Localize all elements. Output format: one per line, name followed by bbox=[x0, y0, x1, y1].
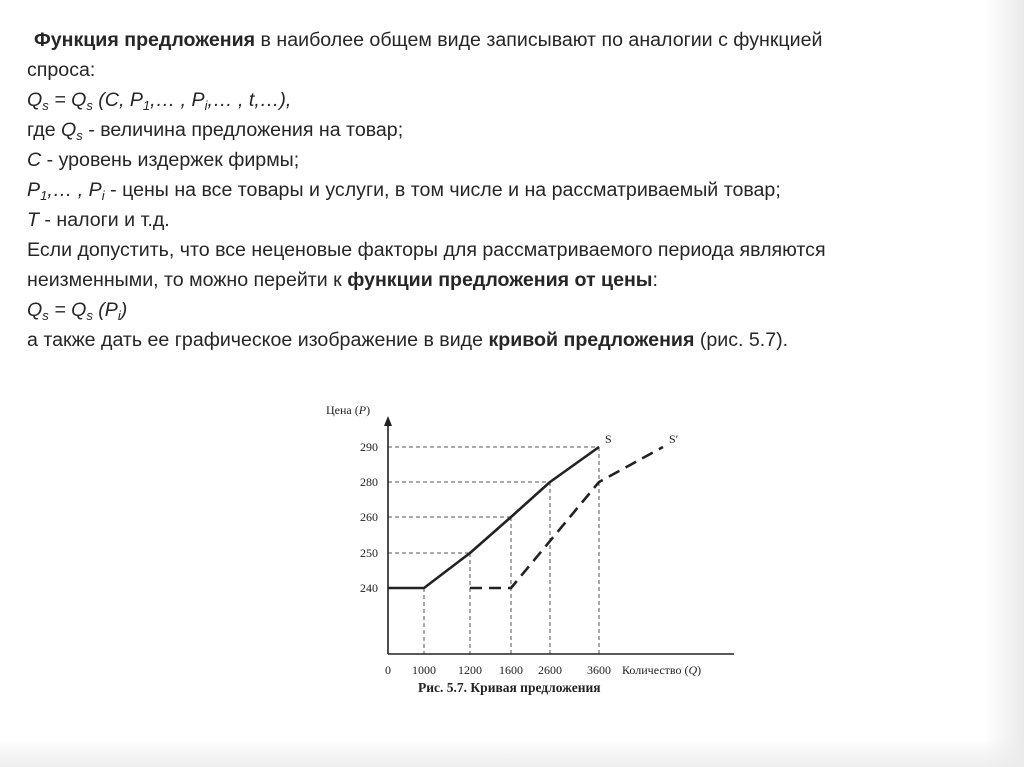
formula-s2-sub: s bbox=[86, 98, 93, 113]
supply-curve-figure bbox=[318, 392, 738, 712]
term-supply-function: Функция предложения bbox=[34, 29, 256, 51]
definition-text: в наиболее общем виде записывают по аналогии с функцией bbox=[255, 29, 823, 51]
formula-one-sub: 1 bbox=[142, 98, 151, 113]
formula2-i-sub: i bbox=[117, 308, 121, 323]
term-price-supply-function: функции предложения от цены bbox=[347, 269, 653, 291]
where-s-sub: s bbox=[76, 128, 83, 143]
x-tick-label: 1000 bbox=[412, 663, 436, 677]
cost-rest: - уровень издержек фирмы; bbox=[41, 149, 300, 171]
x-axis-label: Количество (Q) bbox=[622, 663, 702, 677]
graph-text-b: (рис. 5.7). bbox=[694, 329, 789, 351]
assumption-text: неизменными, то можно перейти к bbox=[27, 269, 348, 291]
assumption-line-1: Если допустить, что все неценовые факторы для рассматриваемого периода являются bbox=[27, 239, 826, 261]
series-label-s-prime: S′ bbox=[669, 432, 679, 446]
x-tick-label: 1600 bbox=[499, 663, 523, 677]
series-label-s: S bbox=[605, 432, 612, 446]
supply-chart bbox=[318, 392, 738, 682]
formula-args-c: ,… , t,…), bbox=[207, 89, 292, 111]
y-tick-label: 240 bbox=[360, 581, 378, 595]
where-line bbox=[27, 115, 997, 145]
formula-general bbox=[27, 85, 997, 115]
prices-p1: P bbox=[27, 179, 41, 201]
cost-line bbox=[27, 145, 997, 175]
prices-line bbox=[27, 175, 997, 205]
x-tick-label: 0 bbox=[385, 663, 391, 677]
taxes-line bbox=[27, 205, 997, 235]
formula-args-b: ,… , P bbox=[150, 89, 205, 111]
y-tick-label: 250 bbox=[360, 546, 378, 560]
assumption-colon: : bbox=[652, 269, 658, 291]
definition-line bbox=[27, 25, 997, 55]
page-edge-shadow-bottom bbox=[0, 739, 1024, 767]
where-prefix: где bbox=[27, 119, 62, 141]
formula2-eq: = bbox=[48, 299, 72, 321]
prices-one-sub: 1 bbox=[40, 188, 48, 203]
formula-price bbox=[27, 295, 997, 325]
prices-rest: - цены на все товары и услуги, в том числе и на рассматриваемый товар; bbox=[104, 179, 781, 201]
slide-text bbox=[27, 25, 997, 355]
taxes-var: T bbox=[27, 209, 39, 231]
where-rest: - величина предложения на товар; bbox=[82, 119, 404, 141]
figure-caption: Рис. 5.7. Кривая предложения bbox=[418, 680, 601, 695]
y-tick-label: 280 bbox=[360, 475, 378, 489]
where-q: Q bbox=[61, 119, 77, 141]
definition-line-2: спроса: bbox=[27, 59, 96, 81]
chart-guides bbox=[388, 447, 599, 654]
formula2-q: Q bbox=[27, 299, 43, 321]
prices-i-sub: i bbox=[101, 188, 105, 203]
y-tick-label: 290 bbox=[360, 440, 378, 454]
formula-i-sub: i bbox=[204, 98, 208, 113]
chart-series bbox=[388, 432, 679, 588]
x-tick-label: 3600 bbox=[587, 663, 611, 677]
cost-var: C bbox=[27, 149, 42, 171]
formula2-s2-sub: s bbox=[86, 308, 93, 323]
graph-line bbox=[27, 325, 997, 355]
formula-eq: = bbox=[48, 89, 72, 111]
x-tick-label: 2600 bbox=[538, 663, 562, 677]
formula-q2: Q bbox=[71, 89, 87, 111]
prices-mid: ,… , P bbox=[47, 179, 102, 201]
y-tick-label: 260 bbox=[360, 510, 378, 524]
formula-s-sub: s bbox=[42, 98, 49, 113]
graph-text-a: а также дать ее графическое изображение в виде bbox=[27, 329, 489, 351]
formula2-args-b: ) bbox=[120, 299, 128, 321]
series-line-s-prime bbox=[470, 447, 663, 588]
formula2-args-a: (P bbox=[92, 299, 118, 321]
taxes-rest: - налоги и т.д. bbox=[38, 209, 170, 231]
y-axis-label: Цена (P) bbox=[326, 403, 371, 417]
formula-q: Q bbox=[27, 89, 43, 111]
y-axis-arrow bbox=[384, 416, 392, 426]
chart-axes bbox=[384, 416, 734, 654]
formula2-s-sub: s bbox=[42, 308, 49, 323]
term-supply-curve: кривой предложения bbox=[488, 329, 695, 351]
formula2-q2: Q bbox=[71, 299, 87, 321]
formula-args-a: (C, P bbox=[92, 89, 143, 111]
x-tick-label: 1200 bbox=[458, 663, 482, 677]
assumption-line-2 bbox=[27, 265, 997, 295]
chart-ticks bbox=[360, 440, 611, 677]
